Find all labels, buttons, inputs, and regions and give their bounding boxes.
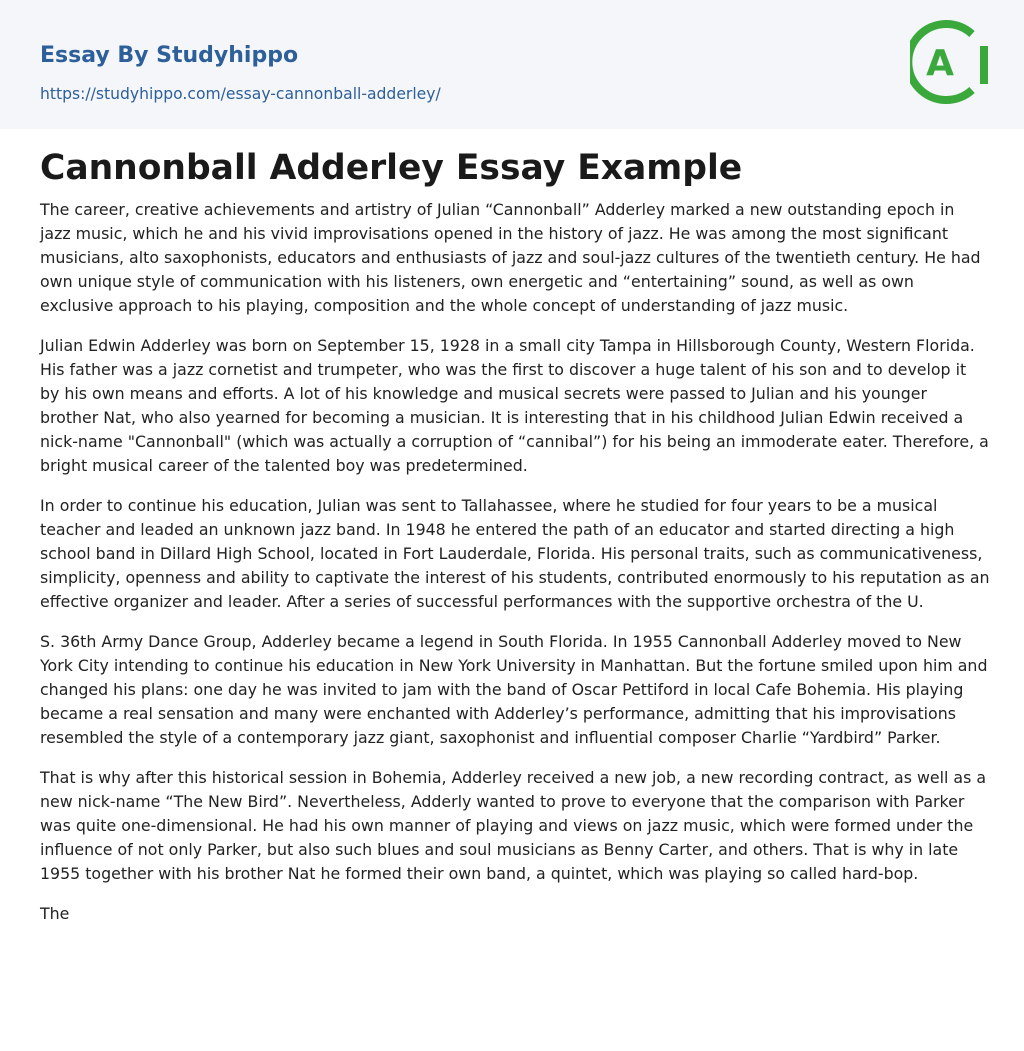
page-title: Cannonball Adderley Essay Example — [40, 148, 743, 188]
essay-paragraph: Julian Edwin Adderley was born on September 15, 1928 in a small city Tampa in Hillsborough County, Western Florida. His father was a jazz cornetist and trumpeter, who was the first to discover a huge talent of his son and to develop it by his own means and efforts. A lot of his knowledge and musical secrets were passed to Julian and his younger brother Nat, who also yearned for becoming a musician. It is interesting that in his childhood Julian Edwin received a nick-name "Cannonball" (which was actually a corruption of “cannibal”) for his being an immoderate eater. Therefore, a bright musical career of the talented boy was predetermined. — [40, 336, 989, 475]
essay-paragraph: That is why after this historical session in Bohemia, Adderley received a new job, a new recording contract, as well as a new nick-name “The New Bird”. Nevertheless, Adderly wanted to prove to everyone that the comparison with Parker was quite one-dimensional. He had his own manner of playing and views on jazz music, which were formed under the influence of not only Parker, but also such blues and soul musicians as Benny Carter, and others. That is why in late 1955 together with his brother Nat he formed their own band, a quintet, which was playing so called hard-bop. — [40, 768, 987, 883]
site-header — [0, 0, 1024, 129]
essay-paragraph: S. 36th Army Dance Group, Adderley became a legend in South Florida. In 1955 Cannonball Adderley moved to New York City intending to continue his education in New York University in Manhattan. But the fortune smiled upon him and changed his plans: one day he was invited to jam with the band of Oscar Pettiford in local Cafe Bohemia. His playing became a real sensation and many were enchanted with Adderley’s performance, admitting that his improvisations resembled the style of a contemporary jazz giant, saxophonist and influential composer Charlie “Yardbird” Parker. — [40, 632, 988, 747]
essay-url-link[interactable]: https://studyhippo.com/essay-cannonball-adderley/ — [40, 85, 441, 103]
studyhippo-logo-icon[interactable] — [910, 18, 988, 106]
essay-content — [40, 144, 990, 942]
essay-paragraph: In order to continue his education, Julian was sent to Tallahassee, where he studied for four years to be a musical teacher and leaded an unknown jazz band. In 1948 he entered the path of an educator and started directing a high school band in Dillard High School, located in Fort Lauderdale, Florida. His personal traits, such as communicativeness, simplicity, openness and ability to captivate the interest of his students, contributed enormously to his reputation as an effective organizer and leader. After a series of successful performances with the supportive orchestra of the U. — [40, 496, 990, 611]
site-brand[interactable]: Essay By Studyhippo — [40, 43, 299, 68]
logo-letter: A — [926, 43, 954, 84]
essay-paragraph: The — [40, 904, 70, 923]
essay-paragraph: The career, creative achievements and artistry of Julian “Cannonball” Adderley marked a new outstanding epoch in jazz music, which he and his vivid improvisations opened in the history of jazz. He was among the most significant musicians, alto saxophonists, educators and enthusiasts of jazz and soul-jazz cultures of the twentieth century. He had own unique style of communication with his listeners, own energetic and “entertaining” sound, as well as own exclusive approach to his playing, composition and the whole concept of understanding of jazz music. — [40, 200, 981, 315]
